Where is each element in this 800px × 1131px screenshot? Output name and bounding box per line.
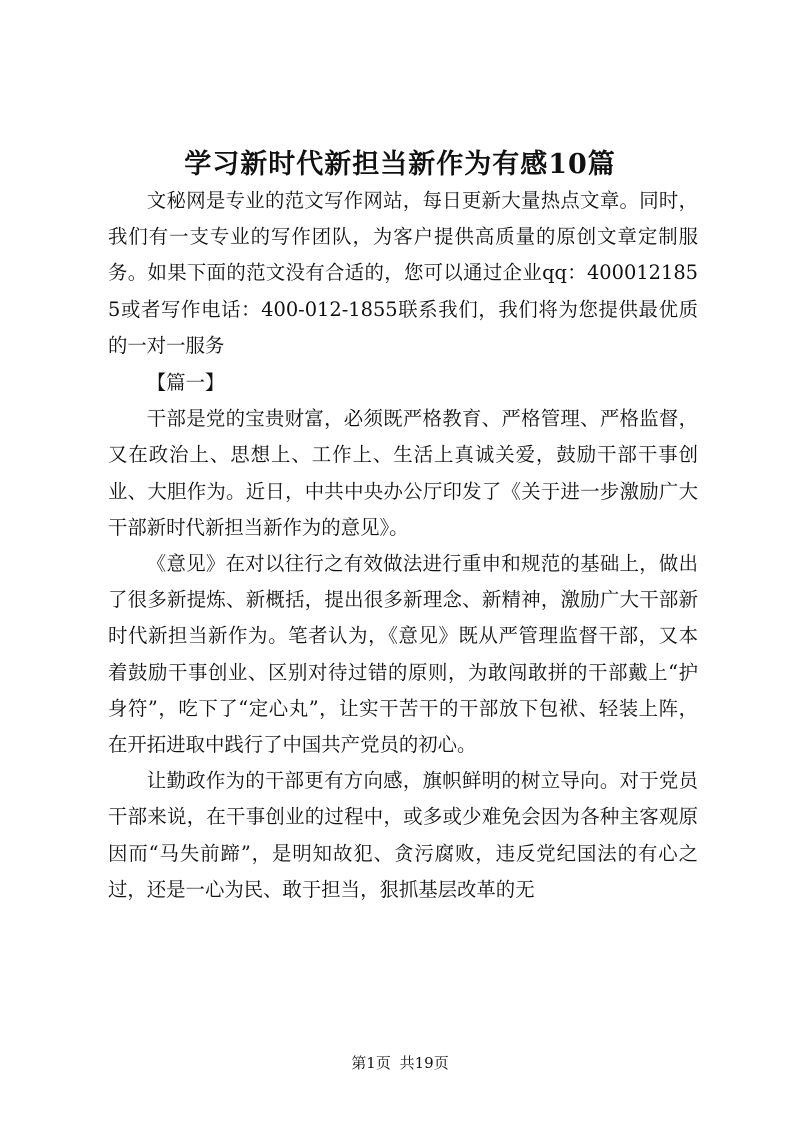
page-total: 共19页 <box>399 1054 449 1072</box>
page-number: 第1页 <box>351 1054 391 1072</box>
body-paragraph: 《意见》在对以往行之有效做法进行重申和规范的基础上，做出了很多新提炼、新概括，提出很多新理念、新精神，激励广大干部新时代新担当新作为。笔者认为，《意见》既从严管理监督干部，又本着鼓励干事创业、区别对待过错的原则，为敢闯敢拼的干部戴上“护身符”，吃下了“定心丸”，让实干苦干的干部放下包袱、轻装上阵，在开拓进取中践行了中国共产党员的初心。 <box>108 552 698 757</box>
body-paragraph: 干部是党的宝贵财富，必须既严格教育、严格管理、严格监督，又在政治上、思想上、工作上、生活上真诚关爱，鼓励干部干事创业、大胆作为。近日，中共中央办公厅印发了《关于进一步激励广大干部新时代新担当新作为的意见》。 <box>108 407 698 539</box>
intro-paragraph: 文秘网是专业的范文写作网站，每日更新大量热点文章。同时，我们有一支专业的写作团队，为客户提供高质量的原创文章定制服务。如果下面的范文没有合适的，您可以通过企业qq：4000121855或者写作电话：400-012-1855联系我们，我们将为您提供最优质的一对一服务 <box>108 189 698 357</box>
body-paragraph: 让勤政作为的干部更有方向感，旗帜鲜明的树立导向。对于党员干部来说，在干事创业的过程中，或多或少难免会因为各种主客观原因而“马失前蹄”，是明知故犯、贪污腐败，违反党纪国法的有心之过，还是一心为民、敢于担当，狠抓基层改革的无 <box>108 769 698 901</box>
section-heading: 【篇一】 <box>146 371 225 395</box>
document-body <box>108 183 698 908</box>
page-footer <box>0 1052 800 1073</box>
document-title: 学习新时代新担当新作为有感10篇 <box>184 149 616 180</box>
